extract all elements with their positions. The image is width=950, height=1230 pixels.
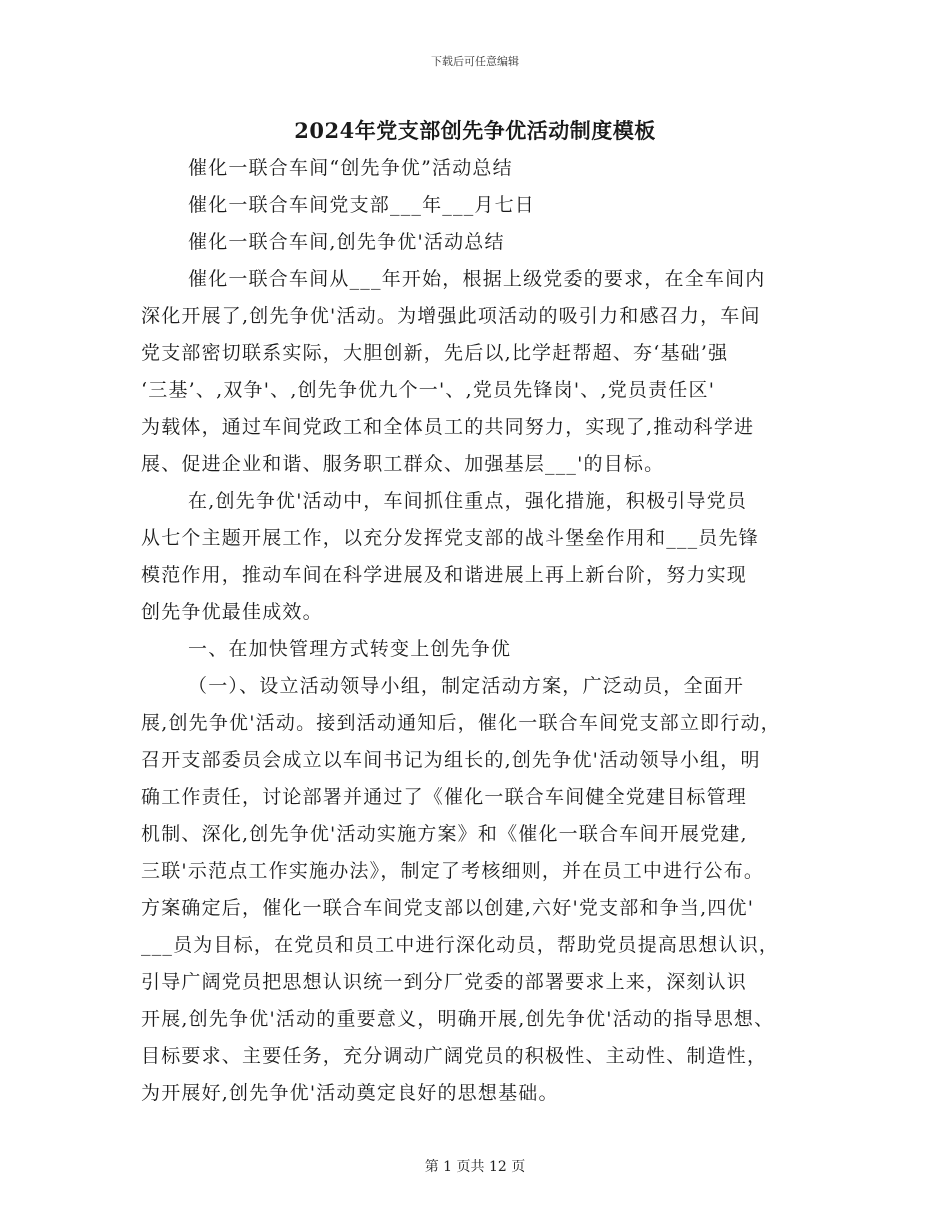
text-line: ‘三基’、,双争'、,创先争优九个一'、,党员先锋岗'、,党员责任区' bbox=[141, 379, 716, 401]
text-line: 催化一联合车间“创先争优”活动总结 bbox=[188, 157, 513, 179]
text-line: 党支部密切联系实际，大胆创新，先后以,比学赶帮超、夯‘基础’强 bbox=[141, 342, 729, 364]
header-note: 下载后可任意编辑 bbox=[431, 55, 519, 68]
text-line: 目标要求、主要任务，充分调动广阔党员的积极性、主动性、制造性， bbox=[141, 1045, 768, 1067]
document-title: 2024年党支部创先争优活动制度模板 bbox=[294, 118, 656, 143]
text-line: 确工作责任，讨论部署并通过了《催化一联合车间健全党建目标管理 bbox=[141, 786, 748, 808]
text-line: 展,创先争优'活动。接到活动通知后，催化一联合车间党支部立即行动， bbox=[141, 712, 781, 734]
text-line: 催化一联合车间党支部___年___月七日 bbox=[188, 194, 536, 216]
page-number: 第 1 页共 12 页 bbox=[424, 1159, 526, 1175]
text-line: 创先争优最佳成效。 bbox=[141, 601, 323, 623]
text-line: 召开支部委员会成立以车间书记为组长的,创先争优'活动领导小组，明 bbox=[141, 749, 761, 771]
text-line: 为开展好,创先争优'活动奠定良好的思想基础。 bbox=[141, 1082, 559, 1104]
text-line: 在,创先争优'活动中，车间抓住重点，强化措施，积极引导党员 bbox=[188, 490, 748, 512]
text-line: 三联'示范点工作实施办法》，制定了考核细则，并在员工中进行公布。 bbox=[141, 860, 765, 882]
section-heading: 一、在加快管理方式转变上创先争优 bbox=[188, 638, 512, 660]
text-line: 催化一联合车间从___年开始，根据上级党委的要求，在全车间内 bbox=[188, 268, 766, 290]
text-line: 展、促进企业和谐、服务职工群众、加强基层___'的目标。 bbox=[141, 453, 665, 475]
text-line: 机制、深化,创先争优'活动实施方案》和《催化一联合车间开展党建, bbox=[141, 823, 748, 845]
text-line: 从七个主题开展工作，以充分发挥党支部的战斗堡垒作用和___员先锋 bbox=[141, 527, 759, 549]
text-line: ___员为目标，在党员和员工中进行深化动员，帮助党员提高思想认识， bbox=[141, 934, 780, 956]
text-line: 开展,创先争优'活动的重要意义，明确开展,创先争优'活动的指导思想、 bbox=[141, 1008, 775, 1030]
text-line: 方案确定后，催化一联合车间党支部以创建,六好'党支部和争当,四优' bbox=[141, 897, 755, 919]
text-line: （一）、设立活动领导小组，制定活动方案，广泛动员，全面开 bbox=[188, 675, 745, 697]
text-line: 模范作用，推动车间在科学进展及和谐进展上再上新台阶，努力实现 bbox=[141, 564, 748, 586]
text-line: 为载体，通过车间党政工和全体员工的共同努力，实现了,推动科学进 bbox=[141, 416, 755, 438]
text-line: 引导广阔党员把思想认识统一到分厂党委的部署要求上来，深刻认识 bbox=[141, 971, 748, 993]
text-line: 催化一联合车间,创先争优'活动总结 bbox=[188, 231, 505, 253]
text-line: 深化开展了,创先争优'活动。为增强此项活动的吸引力和感召力，车间 bbox=[141, 305, 761, 327]
